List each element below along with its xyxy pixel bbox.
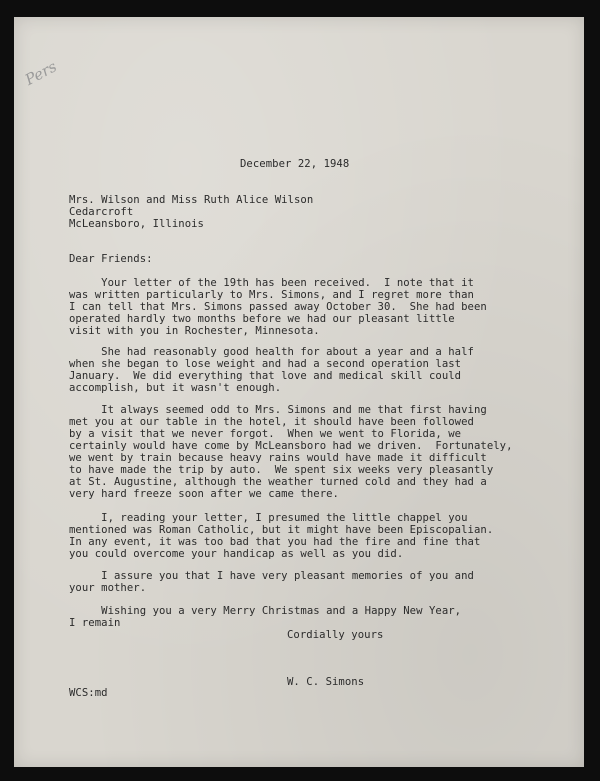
body-line: I assure you that I have very pleasant memories of you and bbox=[69, 570, 474, 582]
address-line: McLeansboro, Illinois bbox=[69, 218, 204, 230]
body-line: to have made the trip by auto. We spent six weeks very pleasantly bbox=[69, 464, 494, 476]
salutation: Dear Friends: bbox=[69, 253, 153, 265]
body-line: Wishing you a very Merry Christmas and a Happy New Year, bbox=[69, 605, 462, 617]
body-line: certainly would have come by McLeansboro had we driven. Fortunately, bbox=[69, 440, 513, 452]
body-line: accomplish, but it wasn't enough. bbox=[69, 382, 282, 394]
body-line: January. We did everything that love and medical skill could bbox=[69, 370, 462, 382]
body-line: She had reasonably good health for about a year and a half bbox=[69, 346, 474, 358]
body-line: I remain bbox=[69, 617, 121, 629]
body-line: It always seemed odd to Mrs. Simons and me that first having bbox=[69, 404, 487, 416]
letter-date: December 22, 1948 bbox=[240, 158, 350, 170]
body-line: we went by train because heavy rains would have made it difficult bbox=[69, 452, 487, 464]
body-line: I can tell that Mrs. Simons passed away October 30. She had been bbox=[69, 301, 487, 313]
closing: Cordially yours bbox=[287, 629, 384, 641]
pencil-annotation: Pers bbox=[22, 57, 60, 89]
body-line: your mother. bbox=[69, 582, 147, 594]
reference-initials: WCS:md bbox=[69, 687, 108, 699]
body-line: very hard freeze soon after we came there. bbox=[69, 488, 339, 500]
body-line: at St. Augustine, although the weather turned cold and they had a bbox=[69, 476, 487, 488]
body-line: when she began to lose weight and had a second operation last bbox=[69, 358, 462, 370]
body-line: operated hardly two months before we had our pleasant little bbox=[69, 313, 455, 325]
body-line: Your letter of the 19th has been received. I note that it bbox=[69, 277, 474, 289]
body-line: by a visit that we never forgot. When we went to Florida, we bbox=[69, 428, 462, 440]
body-line: I, reading your letter, I presumed the little chappel you bbox=[69, 512, 468, 524]
body-line: mentioned was Roman Catholic, but it might have been Episcopalian. bbox=[69, 524, 494, 536]
body-line: you could overcome your handicap as well as you did. bbox=[69, 548, 404, 560]
signature-name: W. C. Simons bbox=[287, 676, 365, 688]
address-line: Cedarcroft bbox=[69, 206, 134, 218]
body-line: was written particularly to Mrs. Simons, and I regret more than bbox=[69, 289, 474, 301]
body-line: visit with you in Rochester, Minnesota. bbox=[69, 325, 320, 337]
body-line: In any event, it was too bad that you had the fire and fine that bbox=[69, 536, 481, 548]
address-line: Mrs. Wilson and Miss Ruth Alice Wilson bbox=[69, 194, 314, 206]
body-line: met you at our table in the hotel, it should have been followed bbox=[69, 416, 474, 428]
